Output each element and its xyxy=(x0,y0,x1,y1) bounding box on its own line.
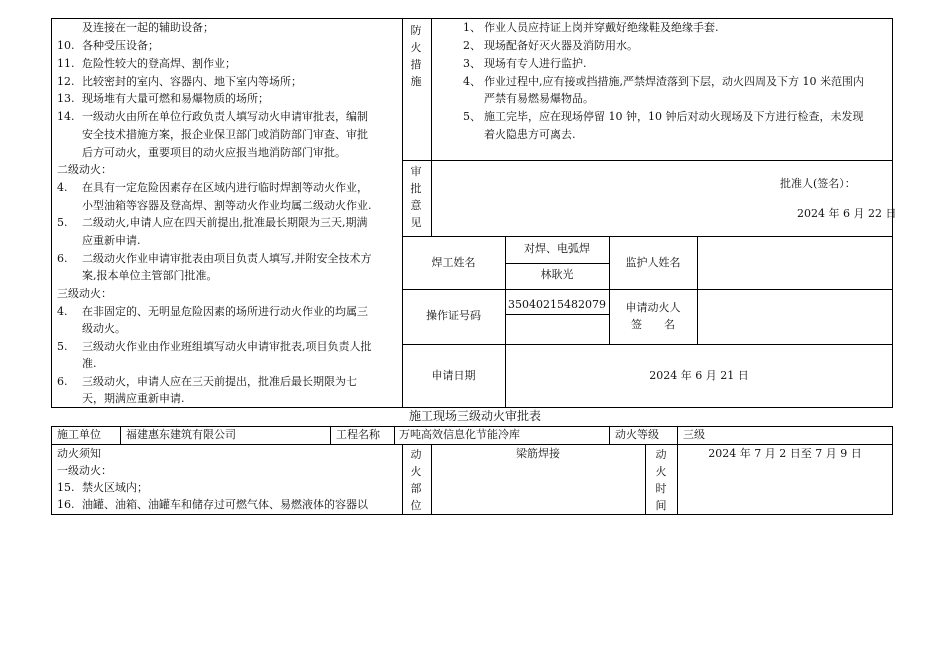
divider xyxy=(402,160,893,161)
item-number: 6. xyxy=(57,252,68,265)
welder-name: 林耿光 xyxy=(540,268,574,281)
cert-number: 35040215482079 xyxy=(508,298,606,311)
measure-number: 5、 xyxy=(463,110,481,123)
item-number: 16. xyxy=(57,498,75,511)
notice-title: 动火须知 xyxy=(57,447,101,460)
list-item-line: 二级动火作业申请审批表由项目负责人填写,并附安全技术方 xyxy=(82,252,372,265)
list-item-line: 天，期满应重新申请. xyxy=(82,392,185,405)
list-item-line: 案,报本单位主管部门批准。 xyxy=(82,269,218,282)
approval-label: 审批意见 xyxy=(410,165,422,229)
list-item-line: 三级动火，申请人应在三天前提出，批准后最长期限为七 xyxy=(82,375,357,388)
apply-date: 2024 年 6 月 21 日 xyxy=(649,369,749,382)
list-item: 危险性较大的登高焊、割作业； xyxy=(82,57,236,70)
fire-location-value: 梁筋焊接 xyxy=(516,447,560,460)
item-number: 4. xyxy=(57,305,68,318)
list-item: 各种受压设备； xyxy=(82,39,159,52)
divider xyxy=(402,289,893,290)
divider xyxy=(645,444,646,515)
measure-number: 3、 xyxy=(463,57,481,70)
divider xyxy=(402,236,893,237)
measure-line: 严禁有易燃易爆物品。 xyxy=(484,92,594,105)
divider xyxy=(330,426,331,445)
form-title: 施工现场三级动火审批表 xyxy=(408,409,541,423)
section-heading: 二级动火： xyxy=(57,163,112,176)
item-number: 12. xyxy=(57,75,75,88)
list-item-line: 后方可动火，重要项目的动火应报当地消防部门审批。 xyxy=(82,146,346,159)
list-item-line: 小型油箱等容器及登高焊、割等动火作业均属二级动火作业. xyxy=(82,199,372,212)
item-number: 5. xyxy=(57,216,68,229)
measure-line: 施工完毕，应在现场停留 10 钟，10 钟后对动火现场及下方进行检查，未发现 xyxy=(484,110,864,123)
divider xyxy=(120,426,121,445)
list-item-line: 一级动火由所在单位行政负责人填写动火申请审批表，编制 xyxy=(82,110,368,123)
divider xyxy=(402,18,403,408)
project-name-label: 工程名称 xyxy=(336,428,380,441)
approver-signature-label: 批准人(签名）： xyxy=(780,177,856,190)
list-item-line: 三级动火作业由作业班组填写动火申请审批表,项目负责人批 xyxy=(82,340,372,353)
item-number: 11. xyxy=(57,57,75,70)
item-number: 10. xyxy=(57,39,75,52)
list-item-line: 准. xyxy=(82,357,97,370)
weld-type: 对焊、电弧焊 xyxy=(524,242,590,255)
fire-time-value: 2024 年 7 月 2 日至 7 月 9 日 xyxy=(708,447,862,460)
item-number: 6. xyxy=(57,375,68,388)
divider xyxy=(697,236,698,344)
guardian-name-label: 监护人姓名 xyxy=(625,256,681,269)
divider xyxy=(394,426,395,445)
item-number: 4. xyxy=(57,181,68,194)
project-name-value: 万吨高效信息化节能冷库 xyxy=(399,428,520,441)
fire-location-label: 动火部位 xyxy=(410,448,422,512)
list-item-line: 应重新申请. xyxy=(82,234,141,247)
cert-number-label: 操作证号码 xyxy=(426,309,481,322)
measure-number: 2、 xyxy=(463,39,481,52)
list-item-line: 安全技术措施方案，报企业保卫部门或消防部门审查、审批 xyxy=(82,128,368,141)
item-number: 14. xyxy=(57,110,75,123)
welder-name-label: 焊工姓名 xyxy=(431,256,476,269)
measure-line: 作业过程中,应有接或挡措施,严禁焊渣落到下层，动火四周及下方 10 米范围内 xyxy=(484,75,864,88)
fire-time-label: 动火时间 xyxy=(655,448,667,512)
list-item-line: 二级动火,申请人应在四天前提出,批准最长期限为三天,期满 xyxy=(82,216,368,229)
measure-line: 现场配备好灭火器及消防用水。 xyxy=(484,39,638,52)
list-item-line: 在非固定的、无明显危险因素的场所进行动火作业的均属三 xyxy=(82,305,368,318)
measure-line: 现场有专人进行监护. xyxy=(484,57,587,70)
list-item: 比较密封的室内、容器内、地下室内等场所； xyxy=(82,75,302,88)
construction-unit-label: 施工单位 xyxy=(57,428,101,441)
section-heading: 三级动火： xyxy=(57,287,112,300)
item-number: 5. xyxy=(57,340,68,353)
divider xyxy=(609,426,610,445)
section-heading: 一级动火： xyxy=(57,464,112,477)
applicant-signature-label: 签 名 xyxy=(631,318,675,331)
fire-level-value: 三级 xyxy=(683,428,705,441)
measure-line: 作业人员应持证上岗并穿戴好绝缘鞋及绝缘手套. xyxy=(484,21,719,34)
applicant-signature-label: 申请动火人 xyxy=(625,301,681,314)
item-number: 15. xyxy=(57,481,75,494)
fire-level-label: 动火等级 xyxy=(615,428,659,441)
fire-measures-label: 防火措施 xyxy=(410,24,422,88)
apply-date-label: 申请日期 xyxy=(431,369,476,382)
list-item-line: 级动火。 xyxy=(82,322,126,335)
approval-date: 2024 年 6 月 22 日 xyxy=(797,207,897,220)
divider xyxy=(431,18,432,236)
item-number: 13. xyxy=(57,92,75,105)
construction-unit-value: 福建惠东建筑有限公司 xyxy=(126,428,236,441)
divider xyxy=(402,344,893,345)
list-item: 及连接在一起的辅助设备； xyxy=(82,21,214,34)
measure-line: 着火隐患方可离去. xyxy=(484,128,576,141)
measure-number: 1、 xyxy=(463,21,481,34)
divider xyxy=(402,444,403,515)
measure-number: 4、 xyxy=(463,75,481,88)
divider xyxy=(505,263,609,264)
divider xyxy=(677,426,678,445)
divider xyxy=(505,314,609,315)
list-item: 禁火区域内； xyxy=(82,481,148,494)
list-item: 现场堆有大量可燃和易爆物质的场所； xyxy=(82,92,269,105)
list-item-line: 在具有一定危险因素存在区域内进行临时焊割等动火作业， xyxy=(82,181,368,194)
list-item: 油罐、油箱、油罐车和储存过可燃气体、易燃液体的容器以 xyxy=(82,498,368,511)
